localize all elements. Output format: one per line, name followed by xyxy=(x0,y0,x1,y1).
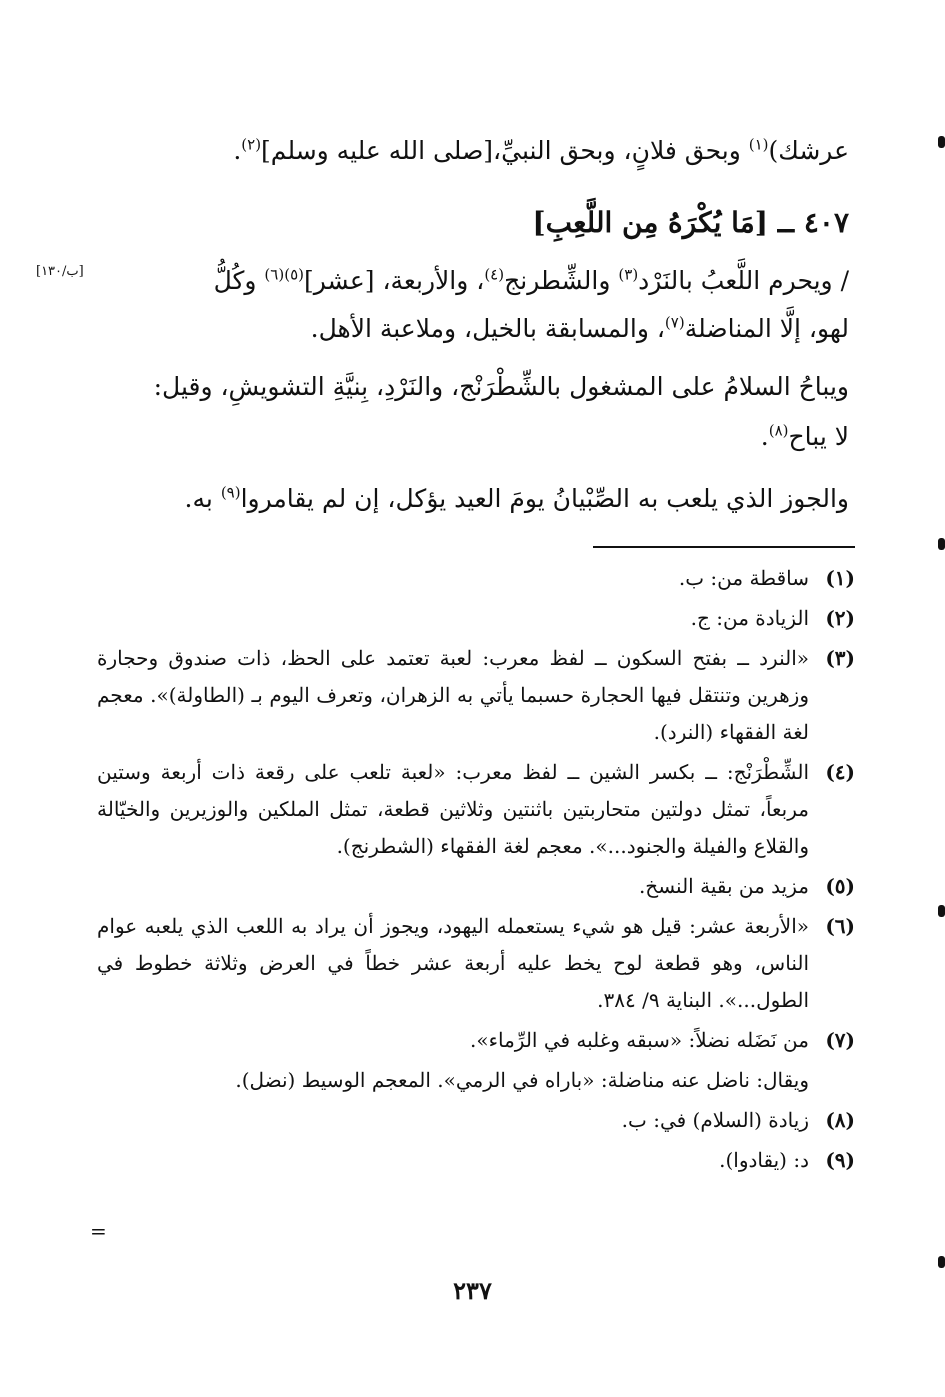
paragraph-2-line-1: ويباحُ السلامُ على المشغول بالشِّطْرَنْج، والنَرْدِ، بِنيَّةِ التشويشِ، وقيل: xyxy=(153,372,849,401)
footnote-item xyxy=(97,1102,855,1139)
paragraph-2-line-2 xyxy=(99,414,849,460)
footnote-ref[interactable]: (٩) xyxy=(220,483,241,502)
footnote-item xyxy=(97,908,855,1019)
text-fragment: / ويحرم اللَّعبُ بالنَرْد xyxy=(638,266,849,295)
section-heading: ٤٠٧ ــ [مَا يُكْرَهُ مِن اللَّعِبِ] xyxy=(532,206,849,239)
footnote-ref[interactable]: (٤) xyxy=(484,265,505,284)
footnote-item xyxy=(97,1142,855,1179)
footnote-continuation: ويقال: ناضل عنه مناضلة: «باراه في الرمي». المعجم الوسيط (نضل). xyxy=(235,1068,809,1092)
footnote-text: مزيد من بقية النسخ. xyxy=(638,874,809,898)
footnote-item xyxy=(97,868,855,905)
footnote-item xyxy=(97,640,855,751)
main-line-1 xyxy=(99,128,849,174)
footnote-text: ساقطة من: ب. xyxy=(678,566,809,590)
edge-mark xyxy=(938,1256,945,1268)
footnotes xyxy=(97,560,855,1182)
footnote-number: (٩) xyxy=(825,1148,855,1172)
footnote-number: (٨) xyxy=(825,1108,855,1132)
edge-mark xyxy=(938,538,945,550)
text-fragment: وبحق فلانٍ، وبحق النبيِّ،[صلى الله عليه وسلم] xyxy=(261,136,749,165)
footnote-item xyxy=(97,1022,855,1059)
text-fragment: . xyxy=(233,136,242,165)
footnote-number: (٧) xyxy=(825,1028,855,1052)
footnote-number: (٢) xyxy=(825,606,855,630)
footnote-ref[interactable]: (٧) xyxy=(664,313,685,332)
text-fragment: والشِّطرنج xyxy=(504,266,619,295)
footnote-item xyxy=(97,560,855,597)
paragraph-1-line-1 xyxy=(99,258,849,304)
footnote-number: (٤) xyxy=(825,760,855,784)
footnote-text: الشِّطْرَنْج: ــ بكسر الشين ــ لفظ معرب: «لعبة تلعب على رقعة ذات أربعة وستين مربعاً، تمثل دولتين متحاربتين باثنتين وثلاثين قطعة، تمثل الملكين والوزيرين والخيّالة والقلاع والفيلة والجنود...». معجم لغة الفقهاء (الشطرنج). xyxy=(97,760,809,858)
footnote-number: (١) xyxy=(825,566,855,590)
footnote-number: (٦) xyxy=(825,914,855,938)
paragraph-3 xyxy=(99,476,849,522)
footnote-number: (٥) xyxy=(825,874,855,898)
text-fragment: به. xyxy=(184,484,221,513)
text-fragment: وكُلُّ xyxy=(213,266,265,295)
text-fragment: لا يباح xyxy=(788,422,849,451)
manuscript-marginal-ref: [ب/١٣٠] xyxy=(36,264,84,279)
footnote-text: الزيادة من: ج. xyxy=(690,606,809,630)
footnote-text: «الأربعة عشر: قيل هو شيء يستعمله اليهود، ويجوز أن يراد به اللعب الذي يلعبه عوام الناس، وهو قطعة لوح يخط عليه أربعة عشر خطاً في العرض وثلاثة خطوط في الطول...». البناية ٩/ ٣٨٤. xyxy=(97,914,809,1012)
text-fragment: ، والمسابقة بالخيل، وملاعبة الأهل. xyxy=(310,314,665,343)
footnote-ref[interactable]: (٣) xyxy=(618,265,639,284)
footnote-ref[interactable]: (١) xyxy=(748,135,769,154)
footnote-text: «النرد ــ بفتح السكون ــ لفظ معرب: لعبة تعتمد على الحظ، ذات صندوق وحجارة وزهرين وتنتقل فيها الحجارة حسبما يأتي به الزهران، وتعرف اليوم بـ (الطاولة)». معجم لغة الفقهاء (النرد). xyxy=(97,646,809,744)
edge-mark xyxy=(938,136,945,148)
footnote-item xyxy=(97,600,855,637)
footnote-number: (٣) xyxy=(825,646,855,670)
page-number: ٢٣٧ xyxy=(453,1276,492,1305)
footnote-item xyxy=(97,754,855,865)
footnote-text: من نَضَله نضلاً: «سبقه وغلبه في الرِّماء». xyxy=(469,1028,809,1052)
text-fragment: . xyxy=(760,422,769,451)
footnote-separator xyxy=(593,546,855,548)
footnote-ref[interactable]: (٢) xyxy=(241,135,262,154)
footnote-text: زيادة (السلام) في: ب. xyxy=(621,1108,809,1132)
edge-mark xyxy=(938,905,945,917)
footnote-ref[interactable]: (٥)(٦) xyxy=(264,265,304,284)
text-fragment: ، والأربعة، [عشر] xyxy=(303,266,485,295)
footnote-ref[interactable]: (٨) xyxy=(768,421,789,440)
text-fragment: لهو، إلَّا المناضلة xyxy=(684,314,849,343)
text-fragment: والجوز الذي يلعب به الصِّبْيانُ يومَ العيد يؤكل، إن لم يقامروا xyxy=(240,484,849,513)
footnote-text: د: (يقادوا). xyxy=(719,1148,809,1172)
text-fragment: عرشك) xyxy=(768,136,849,165)
continuation-mark: = xyxy=(90,1219,107,1243)
paragraph-1-line-2 xyxy=(99,306,849,352)
